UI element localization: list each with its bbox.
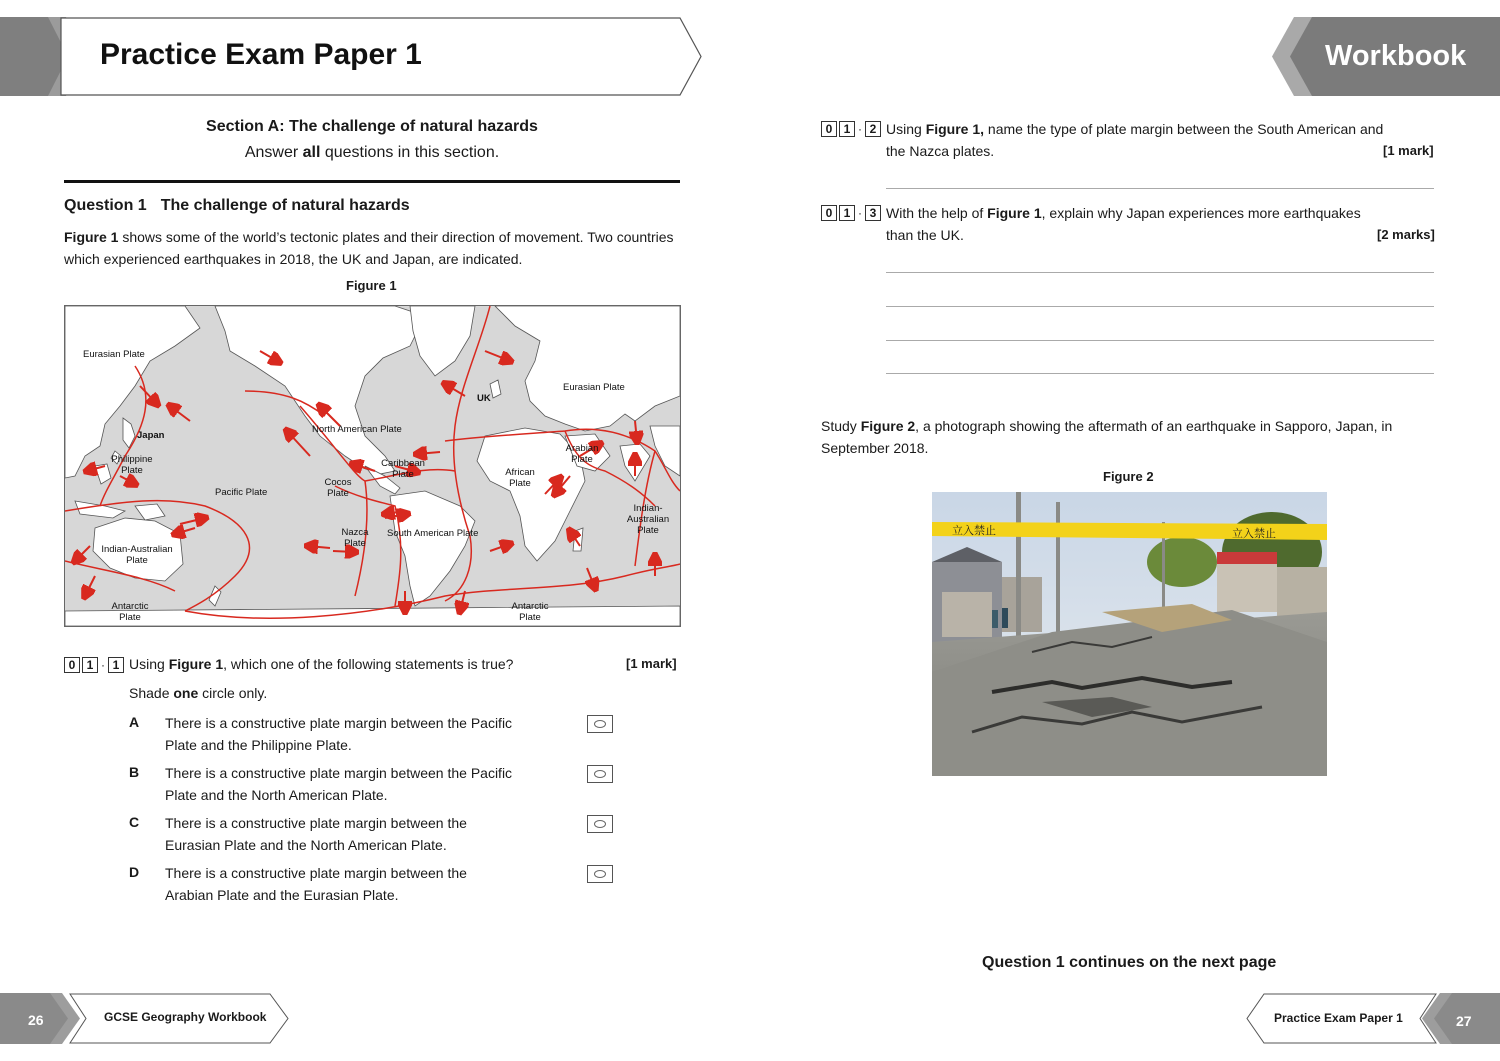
option-b-letter: B (129, 764, 140, 780)
continue-note: Question 1 continues on the next page (982, 954, 1277, 971)
option-a-text: There is a constructive plate margin between the Pacific Plate and the Philippine Plate. (165, 715, 513, 753)
marks-01-2: [1 mark] (1383, 143, 1434, 158)
plate-label: Philippine Plate (111, 454, 153, 476)
answer-line[interactable] (886, 188, 1434, 189)
uk-label: UK (477, 393, 491, 404)
figure-1-label: Figure 1 (346, 278, 397, 293)
marks-01-3: [2 marks] (1377, 227, 1435, 242)
option-d-text: There is a constructive plate margin between the Arabian Plate and the Eurasian Plate. (165, 865, 467, 903)
answer-line[interactable] (886, 340, 1434, 341)
tectonic-plate-map (64, 305, 681, 627)
marks-01-1: [1 mark] (626, 656, 677, 671)
plate-label: Nazca Plate (341, 527, 369, 549)
answer-line[interactable] (886, 373, 1434, 374)
answer-line[interactable] (886, 306, 1434, 307)
figure-2-intro: Study Figure 2, a photograph showing the aftermath of an earthquake in Sapporo, Japan, in September 2018. (821, 418, 1393, 456)
answer-line[interactable] (886, 272, 1434, 273)
plate-label: Cocos Plate (324, 477, 352, 499)
workbook-label: Workbook (1325, 40, 1467, 72)
option-c-text: There is a constructive plate margin between the Eurasian Plate and the North American Plate. (165, 815, 467, 853)
question-number-01-1: 0 1 · 1 (64, 657, 126, 673)
question-intro: Figure 1 shows some of the world’s tectonic plates and their direction of movement. Two countries which experienced earthquakes in 2018, the UK and Japan, are indicated. (64, 229, 674, 267)
shade-instruction: Shade one circle only. (129, 685, 268, 701)
page-title: Practice Exam Paper 1 (100, 38, 422, 71)
footer-paper-title: Practice Exam Paper 1 (1274, 1011, 1403, 1025)
option-a-circle[interactable] (587, 715, 613, 733)
plate-label: African Plate (505, 467, 535, 489)
photo-graphic (932, 492, 1327, 776)
section-instruction: Answer all questions in this section. (244, 144, 500, 161)
page-number-left: 26 (28, 1012, 44, 1028)
plate-label: Arabian Plate (565, 443, 599, 465)
plate-label: Pacific Plate (215, 487, 268, 498)
page-number-right: 27 (1456, 1013, 1472, 1029)
question-heading: Question 1 The challenge of natural hazards (64, 197, 410, 214)
plate-label: Antarctic Plate (111, 601, 149, 623)
question-number-01-2: 0 1 · 2 (821, 121, 883, 137)
plate-label: Eurasian Plate (83, 349, 145, 360)
option-c-letter: C (129, 814, 140, 830)
question-number-01-3: 0 1 · 3 (821, 205, 883, 221)
section-divider (64, 180, 680, 183)
japan-label: Japan (137, 430, 165, 441)
earthquake-photo (932, 492, 1327, 776)
option-a-letter: A (129, 714, 140, 730)
plate-label: Indian-Australian Plate (626, 503, 670, 536)
plate-label: Caribbean Plate (381, 458, 425, 480)
svg-text:立入禁止: 立入禁止 (952, 524, 996, 537)
option-d-circle[interactable] (587, 865, 613, 883)
plate-label: Eurasian Plate (563, 382, 625, 393)
option-b-text: There is a constructive plate margin between the Pacific Plate and the North American Plate. (165, 765, 513, 803)
figure-2-label: Figure 2 (1103, 469, 1154, 484)
option-c-circle[interactable] (587, 815, 613, 833)
plate-label: Indian-Australian Plate (101, 544, 173, 566)
plate-label: South American Plate (387, 528, 479, 539)
footer-book-title: GCSE Geography Workbook (104, 1010, 267, 1024)
question-01-3-text: With the help of Figure 1, explain why Japan experiences more earthquakes than the UK. (886, 205, 1361, 243)
plate-label: North American Plate (312, 424, 402, 435)
plate-label: Antarctic Plate (511, 601, 549, 623)
map-graphic (65, 306, 680, 626)
question-01-2-text: Using Figure 1, name the type of plate margin between the South American and the Nazca plates. (886, 121, 1384, 159)
option-b-circle[interactable] (587, 765, 613, 783)
option-d-letter: D (129, 864, 140, 880)
question-01-1-text: Using Figure 1, which one of the following statements is true? (129, 656, 514, 672)
section-title: Section A: The challenge of natural hazards (206, 118, 538, 135)
landmasses (65, 306, 680, 626)
svg-text:立入禁止: 立入禁止 (1232, 527, 1276, 540)
